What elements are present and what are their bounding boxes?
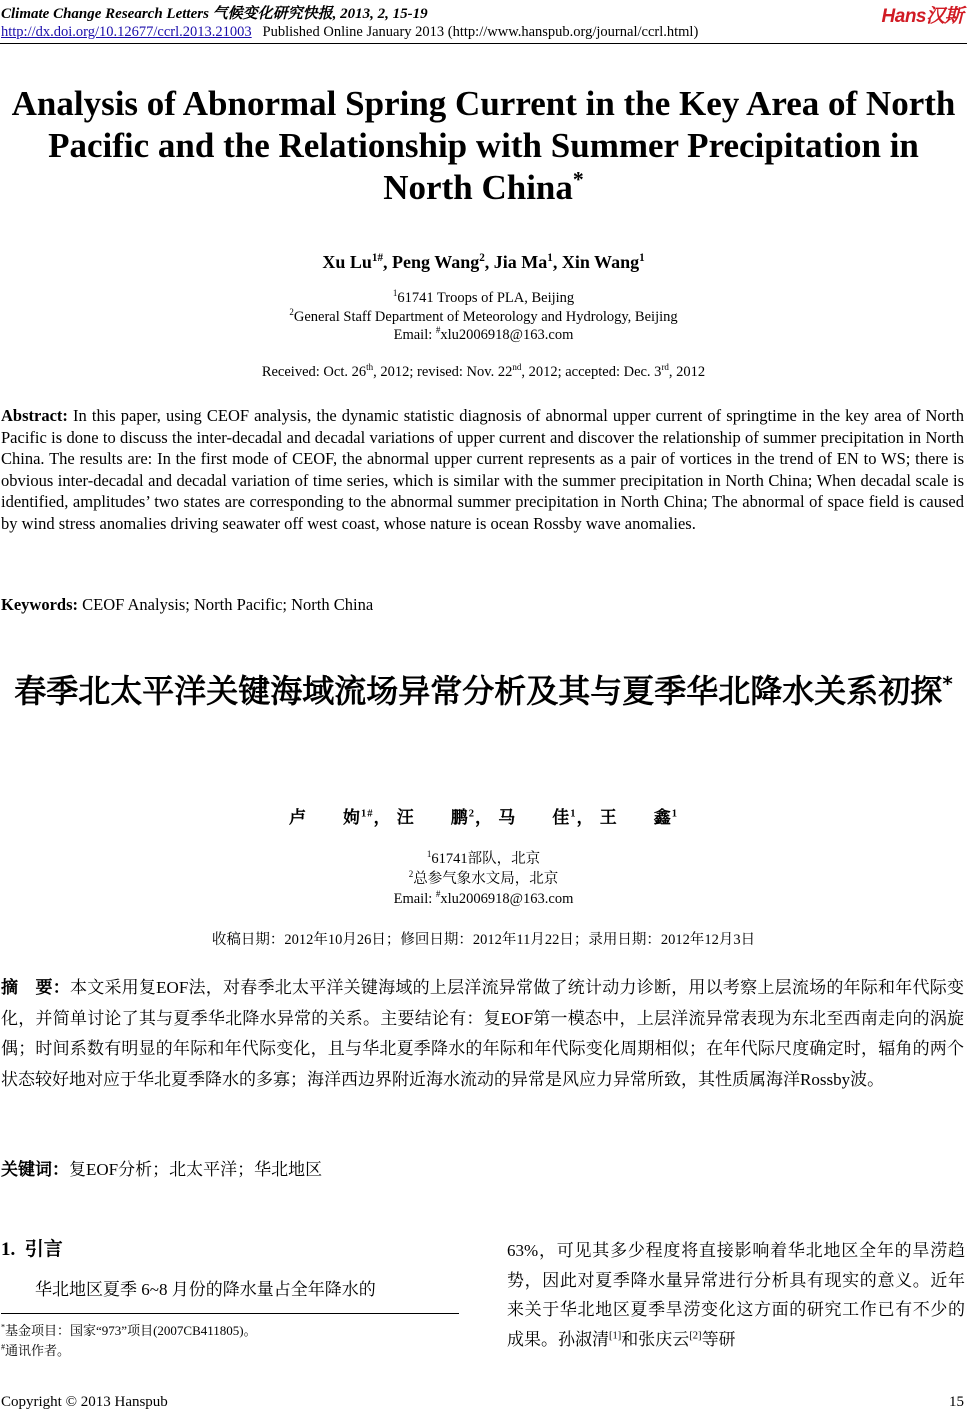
author: Xin Wang [561,252,640,272]
author: Peng Wang [392,252,480,272]
chinese-affiliations [0,849,967,909]
citation-ref[interactable]: [1] [609,1329,622,1341]
english-dates: Received: Oct. 26th, 2012; revised: Nov. 22nd, 2012; accepted: Dec. 3rd, 2012 [261,362,706,380]
chinese-keywords: 关键词：复EOF分析；北太平洋；华北地区 [1,1160,323,1180]
footnote-corresponding: #通讯作者。 [1,1342,71,1358]
chinese-abstract: 摘 要：本文采用复EOF法，对春季北太平洋关键海域的上层洋流异常做了统计动力诊断，用以考察上层流场的年际和年代际变化，并简单讨论了其与夏季华北降水异常的关系。主要结论有：复EOF第一模态中，上层洋流异常表现为东北至西南走向的涡旋偶；时间系数有明显的年际和年代际变化，且与华北夏季降水的年际和年代际变化周期相似；在年代际尺度确定时，辐角的两个状态较好地对应于华北夏季降水的多寡；海洋西边界附近海水流动的异常是风应力异常所致，其性质属海洋Rossby波。 [1,978,965,1089]
left-column-text: 华北地区夏季 6~8 月份的降水量占全年降水的 [35,1280,376,1299]
keywords-label: 关键词： [1,1160,69,1180]
email: xlu2006918@163.com [440,327,574,343]
affiliation: $^2$General Staff Department of Meteorology and Hydrology, Beijing [289,306,678,325]
english-title: Analysis of Abnormal Spring Current in the Key Area of North Pacific and the Relationship with Summer Precipitation in North China* [11,84,956,207]
abstract-label: Abstract: [1,406,68,425]
page-number: 15 [949,1394,964,1410]
chinese-dates: 收稿日期：2012年10月26日；修回日期：2012年11月22日；录用日期：2012年12月3日 [211,932,756,948]
hans-logo: Hans汉斯 [881,6,963,27]
chinese-title: 春季北太平洋关键海域流场异常分析及其与夏季华北降水关系初探* [14,672,953,710]
english-abstract: Abstract: In this paper, using CEOF analysis, the dynamic statistic diagnosis of abnormal upper current of springtime in the key area of North Pacific is done to discuss the inter-decadal and decadal variations of upper current and discover the relationship of summer precipitation in North China. The results are: In the first mode of CEOF, the abnormal upper current represents as a pair of vortices in the trend of EN to WS; there is obvious inter-decadal and decadal variation of time series, which is similar with the summer precipitation in North China; When decadal scale is identified, amplitudes’ two states are corresponding to the abnormal summer precipitation in North China; The abnormal of space field is caused by wind stress anomalies driving seawater off west coast, whose nature is ocean Rossby wave anomalies. [1,406,964,533]
email-line: Email: #xlu2006918@163.com [393,325,574,343]
header-divider [0,43,967,44]
copyright: Copyright © 2013 Hanspub [1,1394,168,1410]
footnote-divider [1,1313,459,1314]
abstract-label: 摘 要： [1,978,70,998]
chinese-authors: 卢 姁$^{1\#}$， 汪 鹏$^2$， 马 佳$^1$， 王 鑫$^1$ [288,808,679,827]
keywords-label: Keywords: [1,595,78,614]
affiliation: $^1$61741部队，北京 [426,849,541,867]
email-line: Email: #xlu2006918@163.com [393,889,574,907]
english-keywords: Keywords: CEOF Analysis; North Pacific; North China [1,595,374,614]
affiliation: $^2$总参气象水文局，北京 [408,869,559,887]
english-affiliations [0,289,967,345]
citation-ref[interactable]: [2] [689,1329,702,1341]
published-online: Published Online January 2013 (http://www.hanspub.org/journal/ccrl.html) [262,24,699,40]
footnote-funding: *基金项目：国家“973”项目(2007CB411805)。 [1,1322,257,1338]
author: 王 鑫 [599,808,672,827]
affiliation: $^1$61741 Troops of PLA, Beijing [392,288,575,306]
doi-link[interactable]: http://dx.doi.org/10.12677/ccrl.2013.21003 [1,24,252,40]
author: Jia Ma [493,252,548,272]
journal-header: Climate Change Research Letters 气候变化研究快报, 2013, 2, 15-19 [1,6,428,22]
english-authors: Xu $Lu^{1\#}$, Peng Wang$^2$, Jia Ma$^1$, Xin Wang$^1$ [322,252,645,272]
author: 马 佳 [498,808,571,827]
section-heading: 1. 引言 [1,1238,63,1260]
right-column-text: 63%，可见其多少程度将直接影响着华北地区全年的旱涝趋势，因此对夏季降水量异常进行分析具有现实的意义。近年来关于华北地区夏季旱涝变化这方面的研究工作已有不少的成果。孙淑清[1]和张庆云[2]等研 [507,1241,965,1349]
author: Xu Lu [322,252,372,272]
author: 卢 姁 [288,808,361,827]
email: xlu2006918@163.com [440,891,574,907]
publication-line [1,24,698,41]
author: 汪 鹏 [396,808,469,827]
